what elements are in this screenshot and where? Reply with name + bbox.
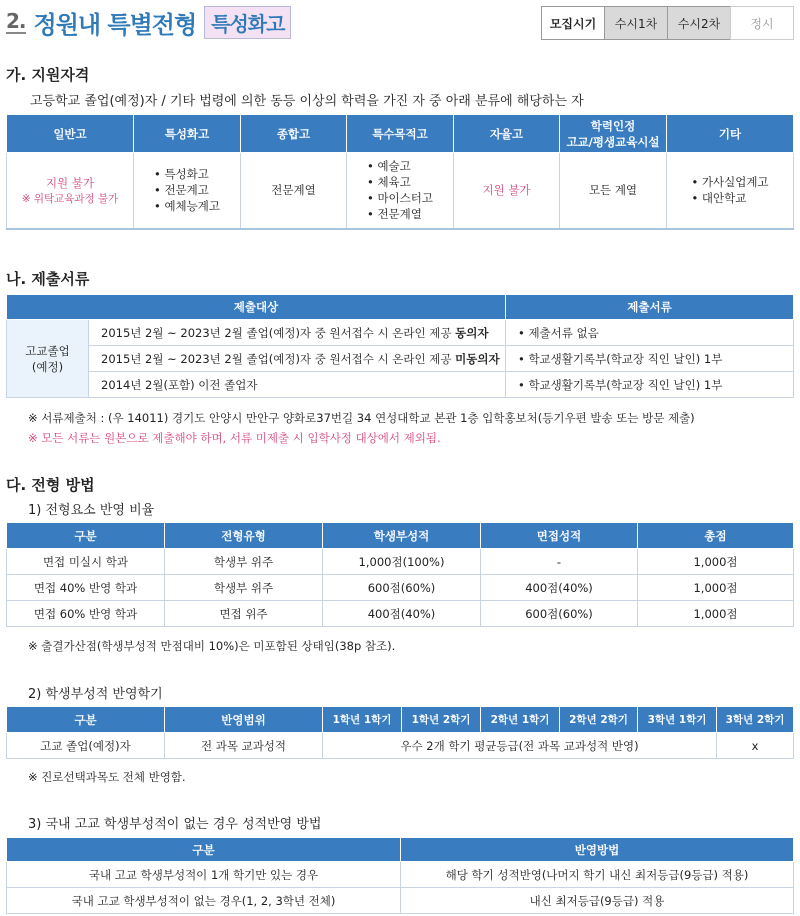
list-item: • 예체능계고 <box>154 198 220 214</box>
text: 동의자 <box>455 325 489 340</box>
table-cell: 1,000점 <box>638 549 794 575</box>
row-before-2014: 2014년 2월(포함) 이전 졸업자 <box>89 372 506 398</box>
col-other: 기타 <box>667 115 794 153</box>
col-category: 구분 <box>7 523 165 549</box>
col-autonomous: 자율고 <box>454 115 560 153</box>
tab-susi-2[interactable]: 수시2차 <box>667 6 731 40</box>
documents-warning-note: ※ 모든 서류는 원본으로 제출해야 하며, 서류 미제출 시 입학사정 대상에서 제외됨. <box>28 431 441 445</box>
table-cell: 1,000점 <box>638 601 794 627</box>
table-cell: x <box>717 733 794 759</box>
cell-special-purpose <box>347 153 454 229</box>
table-row <box>7 575 794 601</box>
table-cell: 면접 60% 반영 학과 <box>7 601 165 627</box>
bullet-list <box>367 158 433 222</box>
row-consent <box>89 320 506 346</box>
col-accredited <box>560 115 667 153</box>
cell-accredited: 모든 계열 <box>560 153 667 229</box>
table-cell: - <box>481 549 638 575</box>
col-special-purpose: 특수목적고 <box>347 115 454 153</box>
table-row <box>7 549 794 575</box>
table-cell: 학생부 위주 <box>165 575 323 601</box>
table-header-cell: 3학년 2학기 <box>717 707 794 733</box>
col-category: 구분 <box>7 707 165 733</box>
col-interview: 면접성적 <box>481 523 638 549</box>
section-documents-title: 나. 제출서류 <box>6 270 90 288</box>
text: 학력인정 <box>590 118 636 133</box>
table-cell: 학생부 위주 <box>165 549 323 575</box>
cell-autonomous: 지원 불가 <box>454 153 560 229</box>
text: 2015년 2월 ~ 2023년 2월 졸업(예정)자 중 원서접수 시 온라인 제공 <box>101 325 456 340</box>
list-item: • 전문계고 <box>154 182 220 198</box>
method-sub-3: 3) 국내 고교 학생부성적이 없는 경우 성적반영 방법 <box>28 817 322 832</box>
list-item: • 전문계열 <box>367 206 433 222</box>
group-label: 고교졸업 (예정) <box>7 320 89 398</box>
section-eligibility-title: 가. 지원자격 <box>6 66 90 84</box>
list-item: • 가사실업계고 <box>691 174 768 190</box>
doc-consent: • 제출서류 없음 <box>506 320 794 346</box>
table-cell: 면접 미실시 학과 <box>7 549 165 575</box>
section-number: 2. <box>6 9 26 33</box>
text: 2015년 2월 ~ 2023년 2월 졸업(예정)자 중 원서접수 시 온라인 제공 <box>101 351 456 366</box>
ratio-note: ※ 출결가산점(학생부성적 만점대비 10%)은 미포함된 상태임(38p 참조). <box>28 639 396 653</box>
tab-susi-1[interactable]: 수시1차 <box>604 6 668 40</box>
semester-note: ※ 진로선택과목도 전체 반영함. <box>28 770 186 784</box>
list-item: • 특성화고 <box>154 166 220 182</box>
table-cell: 국내 고교 학생부성적이 1개 학기만 있는 경우 <box>7 862 401 888</box>
table-cell: 고교 졸업(예정)자 <box>7 733 165 759</box>
eligibility-desc: 고등학교 졸업(예정)자 / 기타 법령에 의한 동등 이상의 학력을 가진 자 중 아래 분류에 해당하는 자 <box>30 94 584 109</box>
list-item: • 대안학교 <box>691 190 768 206</box>
title-badge: 특성화고 <box>204 6 291 39</box>
table-row <box>7 601 794 627</box>
list-item: • 체육고 <box>367 174 433 190</box>
semester-table <box>6 706 794 759</box>
table-cell: 400점(40%) <box>481 575 638 601</box>
col-total: 총점 <box>638 523 794 549</box>
table-row <box>7 862 794 888</box>
table-cell: 1,000점(100%) <box>323 549 481 575</box>
section-method-title: 다. 전형 방법 <box>6 476 95 494</box>
cell-comprehensive: 전문계열 <box>241 153 347 229</box>
table-cell: 600점(60%) <box>481 601 638 627</box>
page-title: 정원내 특별전형 <box>33 10 197 39</box>
list-item: • 마이스터고 <box>367 190 433 206</box>
text: 고교/평생교육시설 <box>566 134 660 149</box>
table-row <box>7 888 794 914</box>
table-cell: 우수 2개 학기 평균등급(전 과목 교과성적 반영) <box>323 733 717 759</box>
col-record: 학생부성적 <box>323 523 481 549</box>
table-cell: 600점(60%) <box>323 575 481 601</box>
eligibility-table <box>6 114 794 230</box>
cell-other <box>667 153 794 229</box>
no-record-table <box>6 837 794 914</box>
method-sub-1: 1) 전형요소 반영 비율 <box>28 503 155 518</box>
ratio-table <box>6 522 794 627</box>
col-category: 구분 <box>7 838 401 862</box>
row-nonconsent <box>89 346 506 372</box>
tab-recruit-period[interactable]: 모집시기 <box>541 6 605 40</box>
doc-nonconsent: • 학교생활기록부(학교장 직인 날인) 1부 <box>506 346 794 372</box>
table-row <box>7 733 794 759</box>
col-target: 제출대상 <box>7 295 506 320</box>
list-item: • 예술고 <box>367 158 433 174</box>
bullet-list <box>691 174 768 206</box>
table-header-cell: 1학년 1학기 <box>323 707 402 733</box>
col-method: 반영방법 <box>401 838 794 862</box>
table-header-cell: 2학년 2학기 <box>560 707 638 733</box>
text: 제출서류 없음 <box>528 325 599 340</box>
documents-address-note: ※ 서류제출처 : (우 14011) 경기도 안양시 만안구 양화로37번길 34 연성대학교 본관 1층 입학홍보처(등기우편 발송 또는 방문 제출) <box>28 411 695 425</box>
col-general: 일반고 <box>7 115 134 153</box>
col-specialized: 특성화고 <box>134 115 241 153</box>
cell-specialized <box>134 153 241 229</box>
table-cell: 400점(40%) <box>323 601 481 627</box>
page-header <box>6 4 291 40</box>
table-cell: 해당 학기 성적반영(나머지 학기 내신 최저등급(9등급) 적용) <box>401 862 794 888</box>
cell-general: 지원 불가 ※ 위탁교육과정 불가 <box>7 153 134 229</box>
bullet-list <box>154 166 220 214</box>
col-documents: 제출서류 <box>506 295 794 320</box>
table-cell: 1,000점 <box>638 575 794 601</box>
table-cell: 면접 위주 <box>165 601 323 627</box>
col-type: 전형유형 <box>165 523 323 549</box>
method-sub-2: 2) 학생부성적 반영학기 <box>28 687 163 702</box>
table-cell: 내신 최저등급(9등급) 적용 <box>401 888 794 914</box>
table-cell: 면접 40% 반영 학과 <box>7 575 165 601</box>
table-header-cell: 3학년 1학기 <box>638 707 717 733</box>
tab-jeongsi[interactable]: 정시 <box>730 6 794 40</box>
col-comprehensive: 종합고 <box>241 115 347 153</box>
text: 미동의자 <box>455 351 500 366</box>
table-header-cell: 2학년 1학기 <box>481 707 560 733</box>
col-range: 반영범위 <box>165 707 323 733</box>
table-cell: 국내 고교 학생부성적이 없는 경우(1, 2, 3학년 전체) <box>7 888 401 914</box>
table-cell: 전 과목 교과성적 <box>165 733 323 759</box>
documents-table <box>6 294 794 398</box>
doc-before-2014: • 학교생활기록부(학교장 직인 날인) 1부 <box>506 372 794 398</box>
period-tabs <box>542 6 794 40</box>
text: 학교생활기록부(학교장 직인 날인) 1부 <box>528 351 723 366</box>
table-header-cell: 1학년 2학기 <box>402 707 481 733</box>
text: 학교생활기록부(학교장 직인 날인) 1부 <box>528 377 723 392</box>
